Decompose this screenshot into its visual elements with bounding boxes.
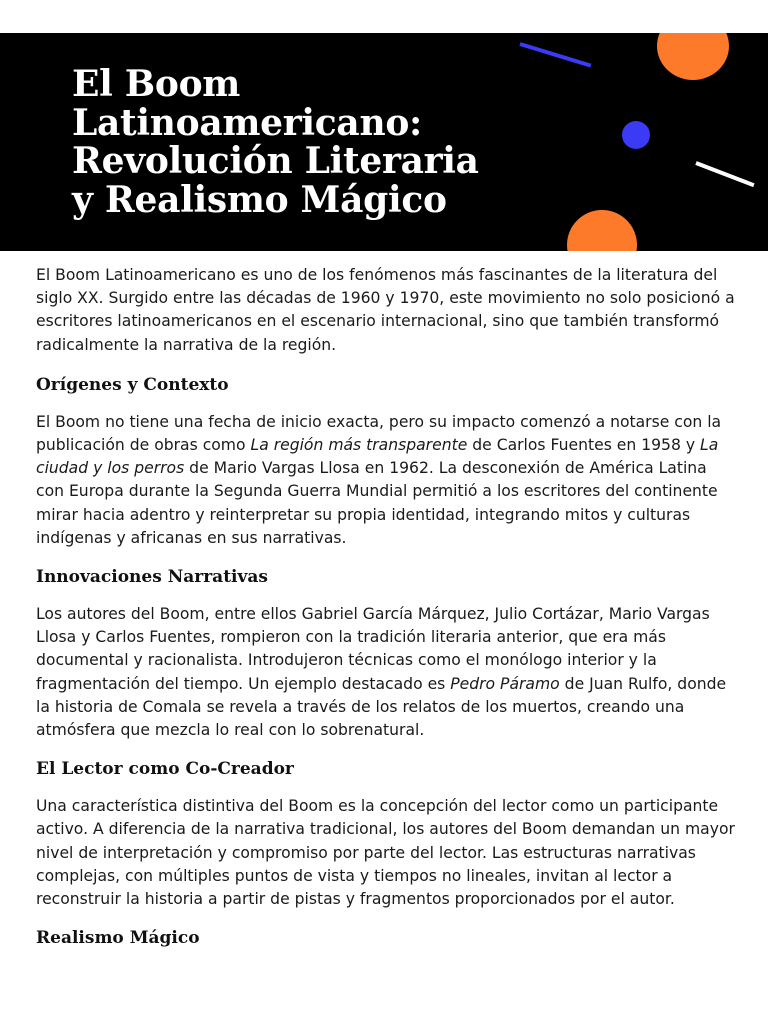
section-paragraph-innovaciones xyxy=(36,603,736,742)
book-title: La ciudad y los perros xyxy=(36,436,719,478)
section-heading-origenes: Orígenes y Contexto xyxy=(36,374,229,395)
book-title: Pedro Páramo xyxy=(450,674,560,693)
intro-paragraph: El Boom Latinoamericano es uno de los fenómenos más fascinantes de la literatura del siglo XX. Surgido entre las décadas de 1960 y 1970, este movimiento no solo posicionó a escritores latinoamericanos en el escenario internacional, sino que también transformó radicalmente la narrativa de la región. xyxy=(36,266,735,354)
article-body xyxy=(36,264,736,964)
title-line: Latinoamericano: xyxy=(72,101,423,144)
blue-circle-decoration xyxy=(622,121,650,149)
section-heading-lector: El Lector como Co-Creador xyxy=(36,759,294,780)
book-title: La región más transparente xyxy=(250,436,468,455)
paragraph-text: Los autores del Boom, entre ellos Gabriel García Márquez, Julio Cortázar, Mario Vargas Llosa y Carlos Fuentes, rompieron con la tradición literaria anterior, que era más documental y racionalista. Introdujeron técnicas como el monólogo interior y la fragmentación del tiempo. Un ejemplo destacado es xyxy=(36,605,710,693)
section-paragraph-lector: Una característica distintiva del Boom es la concepción del lector como un participante activo. A diferencia de la narrativa tradicional, los autores del Boom demandan un mayor nivel de interpretación y compromiso por parte del lector. Las estructuras narrativas complejas, con múltiples puntos de vista y tiempos no lineales, invitan al lector a reconstruir la historia a partir de pistas y fragmentos proporcionados por el autor. xyxy=(36,797,735,909)
paragraph-text: El Boom no tiene una fecha de inicio exacta, pero su impacto comenzó a notarse con la publicación de obras como xyxy=(36,412,722,455)
title-line: Revolución Literaria xyxy=(72,140,479,182)
white-line-decoration xyxy=(695,161,754,187)
paragraph-text: de Juan Rulfo, donde la historia de Comala se revela a través de los relatos de los muertos, creando una atmósfera que mezcla lo real con lo sobrenatural. xyxy=(36,674,727,740)
section-paragraph-origenes xyxy=(36,411,736,550)
title-line: El Boom xyxy=(72,63,241,105)
blue-line-decoration xyxy=(519,42,591,67)
paragraph-text: de Carlos Fuentes en 1958 y xyxy=(467,436,701,455)
section-heading-realismo: Realismo Mágico xyxy=(36,928,200,949)
section-heading-innovaciones: Innovaciones Narrativas xyxy=(36,567,268,588)
title-banner xyxy=(0,33,768,251)
orange-circle-decoration-top xyxy=(657,33,729,80)
paragraph-text: de Mario Vargas Llosa en 1962. La desconexión de América Latina con Europa durante la Segunda Guerra Mundial permitió a los escritores del continente mirar hacia adentro y reinterpretar su propia identidad, integrando mitos y culturas indígenas y africanas en sus narrativas. xyxy=(36,459,718,547)
page-title xyxy=(72,65,592,219)
title-line: y Realismo Mágico xyxy=(72,178,447,221)
